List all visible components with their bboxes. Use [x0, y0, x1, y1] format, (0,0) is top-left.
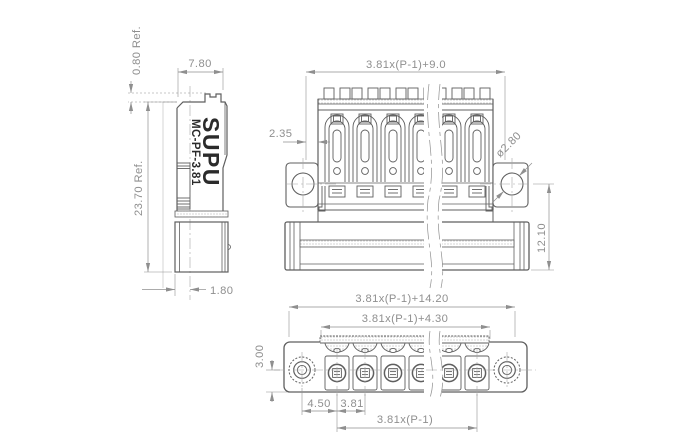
dim-bottom-pin-span: 3.81x(P-1) [376, 414, 434, 426]
bottom-insert-strip [320, 336, 489, 343]
front-break-gap [424, 84, 442, 288]
dim-front-edge-offset: 2.35 [269, 128, 293, 140]
dim-front-width-formula: 3.81x(P-1)+9.0 [366, 59, 446, 71]
dim-side-pin-offset: 1.80 [210, 285, 234, 297]
dim-side-width: 7.80 [188, 58, 212, 70]
dim-front-hole-diameter: ø2.80 [493, 129, 524, 160]
dim-bottom-pitch: 3.81 [340, 398, 364, 410]
dim-bottom-insert-width: 3.81x(P-1)+4.30 [361, 313, 449, 325]
dim-side-total-height: 23.70 Ref. [133, 160, 145, 216]
bottom-body-outline [284, 342, 527, 392]
dim-side-latch-height: 0.80 Ref. [131, 26, 143, 75]
dim-bottom-overall-width: 3.81x(P-1)+14.20 [355, 293, 449, 305]
dim-front-base-height: 12.10 [536, 223, 548, 253]
dim-bottom-hole-to-pin: 4.50 [307, 398, 331, 410]
brand-logo-text: SUPU [198, 117, 224, 187]
model-number-text: MC-PF-3.81 [189, 119, 201, 186]
dim-bottom-hole-to-edge: 3.00 [254, 344, 266, 368]
